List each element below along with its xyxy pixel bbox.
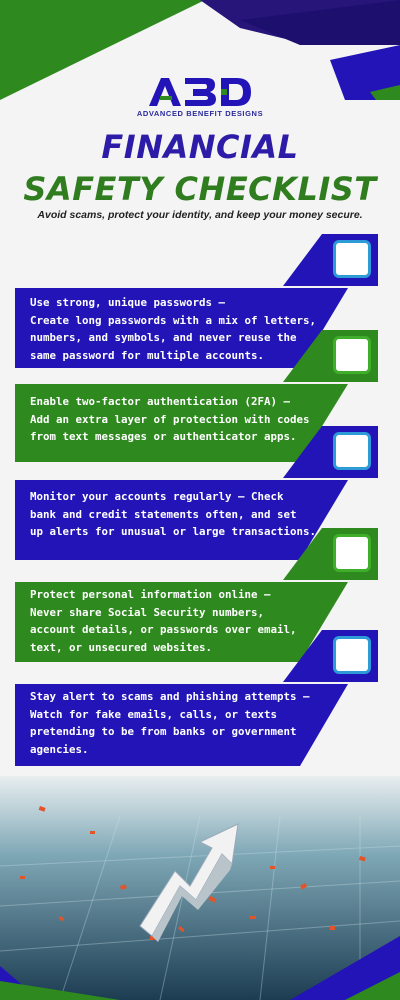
- item-5-text: Stay alert to scams and phishing attempts – Watch for fake emails, calls, or texts pretending to be from banks or government agencies.: [30, 690, 310, 756]
- item-4-checkbox[interactable]: [333, 534, 371, 572]
- page-subtitle: Avoid scams, protect your identity, and keep your money secure.: [37, 209, 363, 221]
- item-3-text: Monitor your accounts regularly – Check bank and credit statements often, and set up alerts for unusual or large transactions.: [30, 490, 317, 538]
- item-1-checkbox[interactable]: [333, 240, 371, 278]
- item-2-checkbox[interactable]: [333, 336, 371, 374]
- item-3-checkbox[interactable]: [333, 432, 371, 470]
- item-1-text: Use strong, unique passwords – Create long passwords with a mix of letters, numbers, and symbols, and never reuse the same password for multiple accounts.: [30, 296, 317, 362]
- financial-growth-photo: [0, 776, 400, 1000]
- brand-tagline: ADVANCED BENEFIT DESIGNS: [136, 109, 264, 118]
- item-5-checkbox[interactable]: [333, 636, 371, 674]
- item-4-text: Protect personal information online – Never share Social Security numbers, account details, or passwords over email, text, or unsecured websites.: [30, 588, 297, 654]
- item-2-text: Enable two-factor authentication (2FA) – Add an extra layer of protection with codes from text messages or authenticator apps.: [30, 395, 310, 443]
- page-title-line2: SAFETY CHECKLIST: [23, 170, 377, 208]
- page-title-line1: FINANCIAL: [101, 128, 299, 166]
